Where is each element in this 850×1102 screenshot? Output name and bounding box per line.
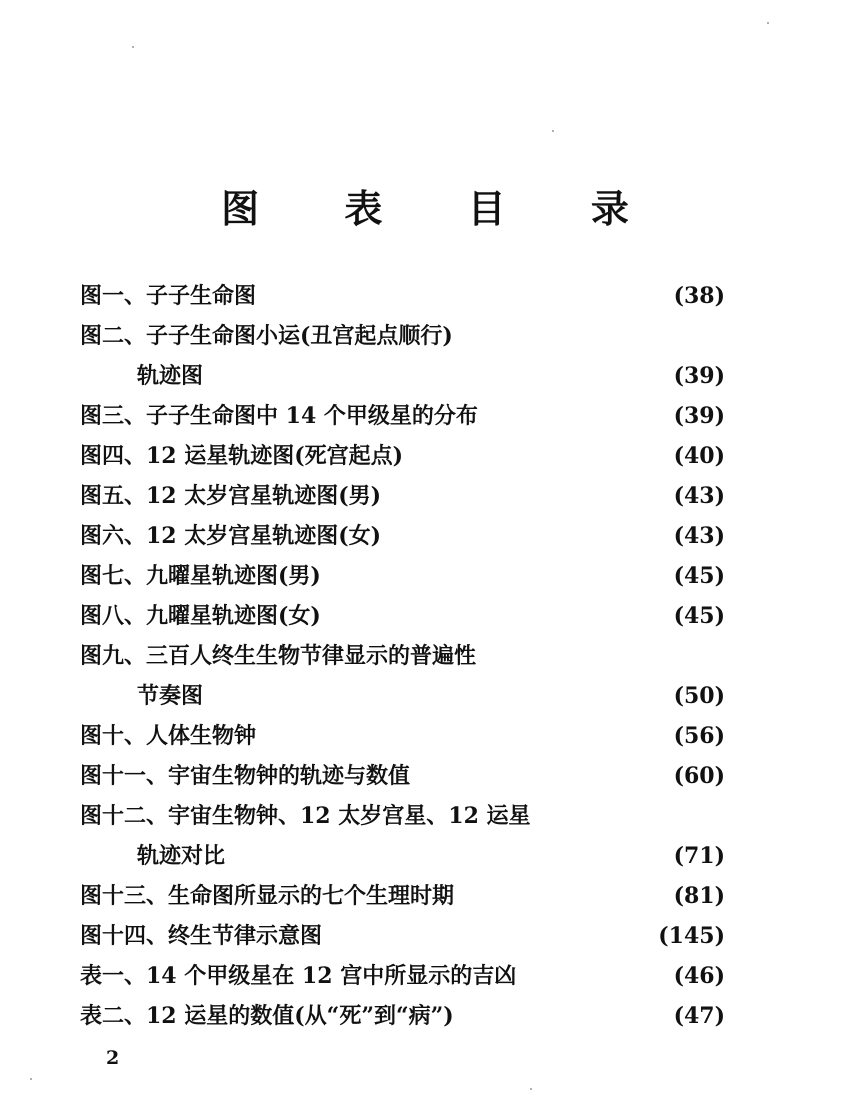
toc-entry-page: (40) <box>673 443 725 469</box>
dot-leader <box>330 916 650 956</box>
toc-entry-page: (43) <box>673 523 725 549</box>
toc-entry-title: 图二、子子生命图小运(丑宫起点顺行) <box>80 323 453 349</box>
dot-leader <box>411 436 665 476</box>
toc-entry-page: (60) <box>673 763 725 789</box>
toc-entry-page: (45) <box>673 603 725 629</box>
toc-entry <box>80 276 725 316</box>
toc-entry-page: (71) <box>673 843 725 869</box>
dot-leader <box>233 836 666 876</box>
dot-leader <box>264 716 666 756</box>
toc-entry-title: 图四、12 运星轨迹图(死宫起点) <box>80 443 404 469</box>
scan-speck <box>552 130 554 132</box>
scan-speck <box>30 1078 32 1080</box>
toc-entry <box>80 556 725 596</box>
scan-speck <box>132 46 134 48</box>
toc-entry-continuation <box>80 356 725 396</box>
dot-leader <box>211 676 666 716</box>
toc-entry-page: (50) <box>673 683 725 709</box>
toc-entry-page: (81) <box>673 883 725 909</box>
toc-entry-page: (38) <box>673 283 725 309</box>
dot-leader <box>389 476 665 516</box>
toc-entry <box>80 876 725 916</box>
toc-entry-title: 图七、九曜星轨迹图(男) <box>80 563 321 589</box>
toc-entry-page: (39) <box>673 403 725 429</box>
toc-entry-continuation <box>80 676 725 716</box>
toc-entry <box>80 596 725 636</box>
dot-leader <box>329 556 666 596</box>
toc-entry <box>80 516 725 556</box>
dot-leader <box>329 596 666 636</box>
toc-entry-title: 图一、子子生命图 <box>80 283 257 309</box>
toc-entry-title: 图十二、宇宙生物钟、12 太岁宫星、12 运星 <box>80 803 531 829</box>
toc-entry-page: (145) <box>658 923 725 949</box>
dot-leader <box>211 356 666 396</box>
toc-entry-title: 表二、12 运星的数值(从“死”到“病”) <box>80 1003 454 1029</box>
dot-leader <box>462 996 666 1036</box>
toc-entry-title: 图十四、终生节律示意图 <box>80 923 323 949</box>
toc-entry <box>80 916 725 956</box>
page-title: 图 表 目 录 <box>221 187 665 231</box>
dot-leader <box>486 396 666 436</box>
toc-entry-title: 图八、九曜星轨迹图(女) <box>80 603 321 629</box>
toc-entry <box>80 956 725 996</box>
dot-leader <box>524 956 665 996</box>
toc-entry <box>80 756 725 796</box>
table-of-contents <box>80 276 725 1036</box>
toc-entry <box>80 396 725 436</box>
toc-entry-title: 图三、子子生命图中 14 个甲级星的分布 <box>80 403 478 429</box>
toc-entry-continuation <box>80 836 725 876</box>
toc-entry-title: 图五、12 太岁宫星轨迹图(男) <box>80 483 382 509</box>
toc-entry-title: 图十一、宇宙生物钟的轨迹与数值 <box>80 763 411 789</box>
dot-leader <box>462 876 666 916</box>
toc-entry <box>80 996 725 1036</box>
toc-entry-title: 节奏图 <box>137 683 204 709</box>
toc-entry-title: 表一、14 个甲级星在 12 宫中所显示的吉凶 <box>80 963 517 989</box>
toc-entry-title: 轨迹图 <box>137 363 204 389</box>
toc-entry-page: (39) <box>673 363 725 389</box>
toc-entry <box>80 316 725 356</box>
dot-leader <box>418 756 666 796</box>
dot-leader <box>264 276 666 316</box>
toc-entry-page: (56) <box>673 723 725 749</box>
dot-leader <box>389 516 665 556</box>
toc-entry <box>80 796 725 836</box>
toc-entry <box>80 436 725 476</box>
toc-entry-page: (45) <box>673 563 725 589</box>
toc-entry-title: 图十三、生命图所显示的七个生理时期 <box>80 883 455 909</box>
toc-entry-title: 图十、人体生物钟 <box>80 723 257 749</box>
toc-entry-page: (43) <box>673 483 725 509</box>
scan-speck <box>767 22 769 24</box>
toc-entry-title: 轨迹对比 <box>137 843 226 869</box>
toc-entry-page: (47) <box>673 1003 725 1029</box>
scan-speck <box>530 1088 532 1090</box>
toc-entry <box>80 636 725 676</box>
page-number: 2 <box>106 1047 120 1069</box>
toc-entry <box>80 476 725 516</box>
toc-entry <box>80 716 725 756</box>
toc-entry-title: 图六、12 太岁宫星轨迹图(女) <box>80 523 382 549</box>
toc-entry-title: 图九、三百人终生生物节律显示的普遍性 <box>80 643 477 669</box>
toc-entry-page: (46) <box>673 963 725 989</box>
